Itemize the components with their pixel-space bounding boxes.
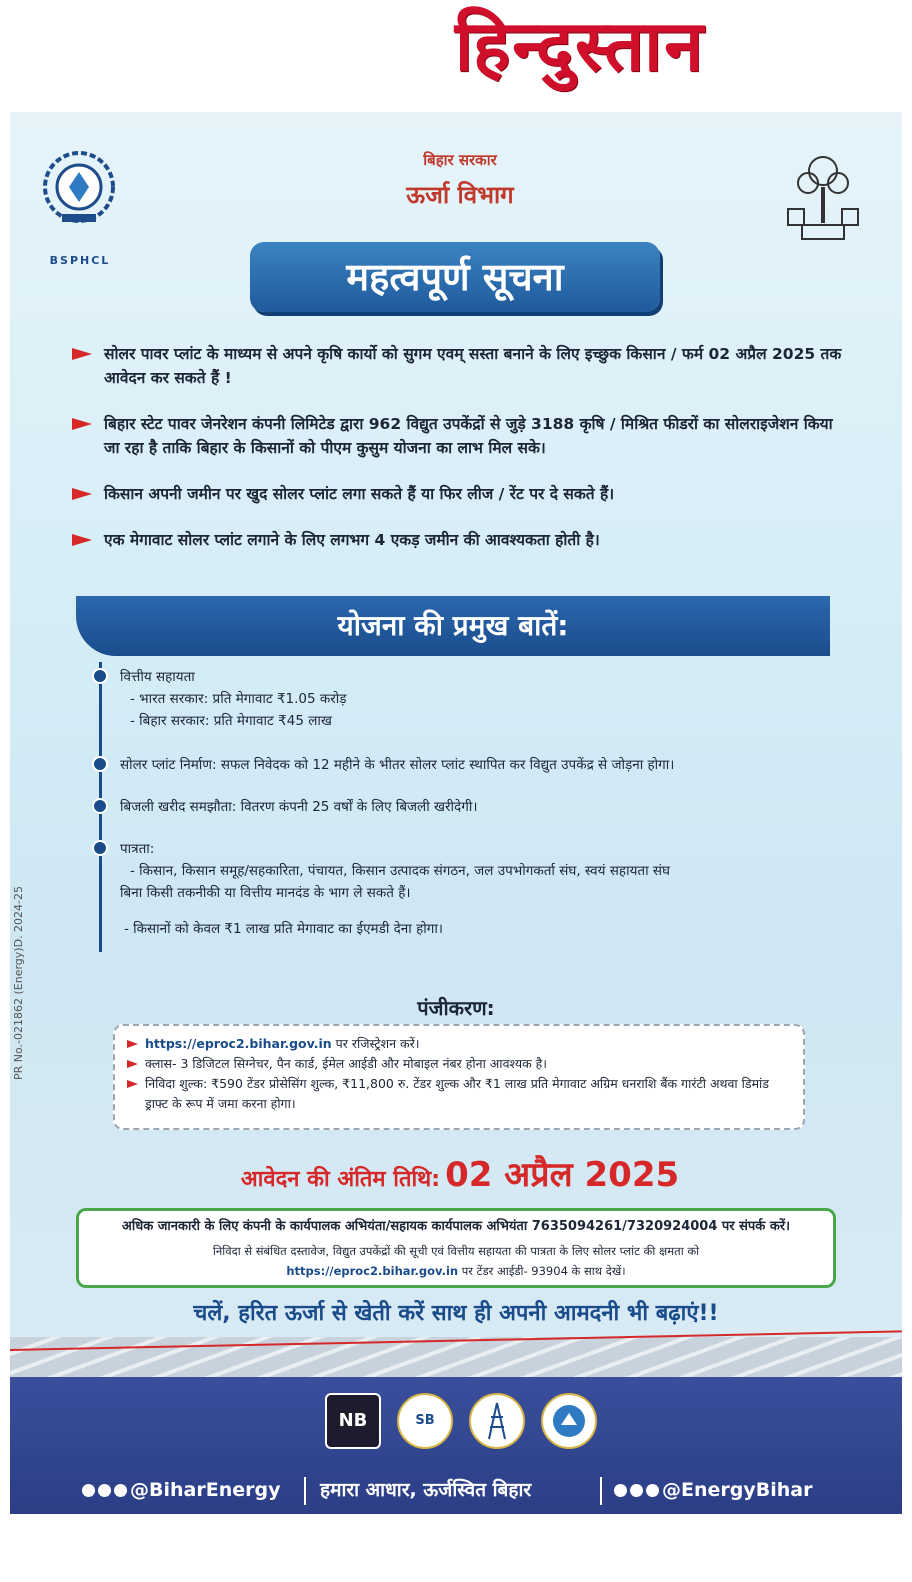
- instagram-icon[interactable]: [630, 1484, 643, 1497]
- registration-item: क्लास- 3 डिजिटल सिग्नेचर, पैन कार्ड, ईमेल आईडी और मोबाइल नंबर होना आवश्यक है।: [127, 1054, 791, 1074]
- x-icon[interactable]: [646, 1484, 659, 1497]
- registration-box: [113, 1024, 805, 1130]
- bsphcl-label: BSPHCL: [49, 254, 111, 267]
- divider: [600, 1477, 602, 1505]
- registration-title: पंजीकरण:: [417, 996, 495, 1020]
- department-name: ऊर्जा विभाग: [406, 181, 514, 209]
- contact-docs-text: निविदा से संबंधित दस्तावेज, विद्युत उपकेंद्रों की सूची एवं वित्तीय सहायता की पात्रता के लिए सोलर प्लांट की क्षमता को: [212, 1244, 700, 1258]
- scheme-title-banner: योजना की प्रमुख बातें:: [76, 596, 830, 656]
- bsphcl-logo: [40, 142, 118, 267]
- arrow-icon: [127, 1060, 138, 1068]
- bullet-icon: [92, 798, 108, 814]
- instagram-icon[interactable]: [98, 1484, 111, 1497]
- bullet-icon: [92, 668, 108, 684]
- arrow-icon: [72, 534, 92, 546]
- footer-bar: [10, 1473, 902, 1507]
- facebook-icon[interactable]: [82, 1484, 95, 1497]
- masthead: [0, 0, 912, 100]
- slogan: चलें, हरित ऊर्जा से खेती करें साथ ही अपनी आमदनी भी बढ़ाएं!!: [193, 1301, 719, 1326]
- bullet-icon: [92, 756, 108, 772]
- government-name: बिहार सरकार: [423, 151, 497, 169]
- newspaper-title: हिन्दुस्तान: [454, 4, 706, 87]
- notice-item: सोलर पावर प्लांट के माध्यम से अपने कृषि कार्यो को सुगम एवम् सस्ता बनाने के लिए इच्छुक किसान / फर्म 02 अप्रैल 2025 तक आवेदन कर सकते हैं !: [72, 342, 852, 390]
- bihar-energy-handle[interactable]: @BiharEnergy: [130, 1479, 281, 1501]
- deadline-date: 02 अप्रैल 2025: [445, 1155, 680, 1195]
- pr-number: PR No.-021862 (Energy)D. 2024-25: [12, 885, 25, 1080]
- notice-item: किसान अपनी जमीन पर खुद सोलर प्लांट लगा सकते हैं या फिर लीज / रेंट पर दे सकते हैं।: [72, 482, 852, 506]
- arrow-icon: [72, 418, 92, 430]
- contact-box: अधिक जानकारी के लिए कंपनी के कार्यपालक अभियंता/सहायक कार्यपालक अभियंता 7635094261/7320924004 पर संपर्क करें। निविदा से संबंधित दस्तावेज, विद्युत उपकेंद्रों की सूची एवं वित्तीय सहायता की पात्रता के लिए सोलर प्लांट की क्षमता को https://eproc2.bihar.gov.in पर टेंडर आईडी- 93904 के साथ देखें।: [76, 1208, 836, 1288]
- nb-logo: NB: [325, 1393, 381, 1449]
- notice-item: बिहार स्टेट पावर जेनरेशन कंपनी लिमिटेड द्वारा 962 विद्युत उपकेंद्रों से जुड़े 3188 कृषि / मिश्रित फीडरों का सोलराइजेशन किया जा रहा है ताकि बिहार के किसानों को पीएम कुसुम योजना का लाभ मिल सके।: [72, 412, 852, 460]
- contact-phone-text: अधिक जानकारी के लिए कंपनी के कार्यपालक अभियंता/सहायक कार्यपालक अभियंता 7635094261/7320924004 पर संपर्क करें।: [121, 1219, 791, 1234]
- deadline-label: आवेदन की अंतिम तिथि:: [240, 1167, 441, 1192]
- notice-item: एक मेगावाट सोलर प्लांट लगाने के लिए लगभग 4 एकड़ जमीन की आवश्यकता होती है।: [72, 528, 852, 552]
- advertisement: BSPHCL बिहार सरकार ऊर्जा विभाग महत्वपूर्ण सूचना सोलर पावर प्लांट के माध्यम से अपने कृषि कार्यो को सुगम एवम् सस्ता बनाने के लिए इच्छुक किसान / फर्म 02 अप्रैल 2025 तक आवेदन कर सकते हैं ! बिहार स्टेट पावर जेनरेशन कंपनी लिमिटेड द्वारा 962 विद्युत उपकेंद्रों से जुड़े 3188 कृषि / मिश्रित फीडरों का सोलराइजेशन किया जा रहा है ताकि बिहार के किसानों को पीएम कुसुम योजना का लाभ मिल सके। किसान अपनी जमीन पर खुद सोलर प्लांट लगा सकते हैं या फिर लीज / रेंट पर दे सकते हैं। एक मेगावाट सोलर प्लांट लगाने के लिए लगभग 4 एकड़ जमीन की आवश्यकता होती है। योजना की प्रमुख बातें: वित्तीय सहायता - भारत सरकार: प्रति मेगावाट ₹1.05 करोड़ - बिहार सरकार: प्रति मेगावाट ₹45 लाख सोलर प्लांट निर्माण: सफल निवेदक को 12 महीने के भीतर सोलर प्लांट स्थापित कर विद्युत उपकेंद्र से जोड़ना होगा। बिजली खरीद समझौता: वितरण कंपनी 25 वर्षों के लिए बिजली खरीदेगी। पात्रता: - किसान, किसान समूह/सहकारिता, पंचायत, किसान उत्पादक संगठन, जल उपभोगकर्ता संघ, स्वयं सहायता संघ बिना किसी तकनीकी या वित्तीय मानदंड के भाग ले सकते हैं। - किसानों को केवल ₹1 लाख प्रति मेगावाट का ईएमडी देना होगा। पंजीकरण: https://eproc2.bihar.gov.in पर रजिस्ट्रेशन करें। क्लास- 3 डिजिटल सिग्नेचर, पैन कार्ड, ईमेल आईडी और मोबाइल नंबर होना आवश्यक है। निविदा शुल्क: ₹590 टेंडर प्रोसेसिंग शुल्क, ₹11,800 रु. टेंडर शुल्क और ₹1 लाख प्रति मेगावाट अग्रिम धनराशि बैंक गारंटी अथवा डिमांड ड्राफ्ट के रूप में जमा करना होगा। आवेदन की अंतिम तिथि: 02 अप्रैल 2025 अधिक जानकारी के लिए कंपनी के कार्यपालक अभियंता/सहायक कार्यपालक अभियंता 7635094261/7320924004 पर संपर्क करें। निविदा से संबंधित दस्तावेज, विद्युत उपकेंद्रों की सूची एवं वित्तीय सहायता की पात्रता के लिए सोलर प्लांट की क्षमता को https://eproc2.bihar.gov.in पर टेंडर आईडी- 93904 के साथ देखें। चलें, हरित ऊर्जा से खेती करें साथ ही अपनी आमदनी भी बढ़ाएं!! NB SB @BiharEnergy हमारा आधार, ऊर्जस्वित बिहार @EnergyBihar: [10, 112, 902, 1514]
- energy-bihar-handle[interactable]: @EnergyBihar: [662, 1479, 813, 1501]
- bihar-govt-emblem: [778, 147, 868, 247]
- arrow-icon: [72, 488, 92, 500]
- registration-item: निविदा शुल्क: ₹590 टेंडर प्रोसेसिंग शुल्क, ₹11,800 रु. टेंडर शुल्क और ₹1 लाख प्रति मेगावाट अग्रिम धनराशि बैंक गारंटी अथवा डिमांड ड्राफ्ट के रूप में जमा करना होगा।: [127, 1074, 791, 1114]
- registration-item: https://eproc2.bihar.gov.in पर रजिस्ट्रेशन करें।: [127, 1034, 791, 1054]
- arrow-icon: [72, 348, 92, 360]
- x-icon[interactable]: [114, 1484, 127, 1497]
- divider: [304, 1477, 306, 1505]
- power-tower-logo: [469, 1393, 525, 1449]
- application-deadline: [230, 1150, 690, 1196]
- bspgcl-logo: [541, 1393, 597, 1449]
- footer-tagline: हमारा आधार, ऊर्जस्वित बिहार: [320, 1479, 532, 1501]
- eproc-link[interactable]: https://eproc2.bihar.gov.in: [286, 1264, 459, 1278]
- notice-list: [72, 342, 852, 574]
- arrow-icon: [127, 1080, 138, 1088]
- partner-logos: [325, 1393, 595, 1453]
- sb-logo: SB: [397, 1393, 453, 1449]
- arrow-icon: [127, 1040, 138, 1048]
- notice-title-banner: महत्वपूर्ण सूचना: [250, 242, 660, 312]
- facebook-icon[interactable]: [614, 1484, 627, 1497]
- eproc-link[interactable]: https://eproc2.bihar.gov.in: [145, 1036, 332, 1051]
- bullet-icon: [92, 840, 108, 856]
- footer: [10, 1377, 902, 1514]
